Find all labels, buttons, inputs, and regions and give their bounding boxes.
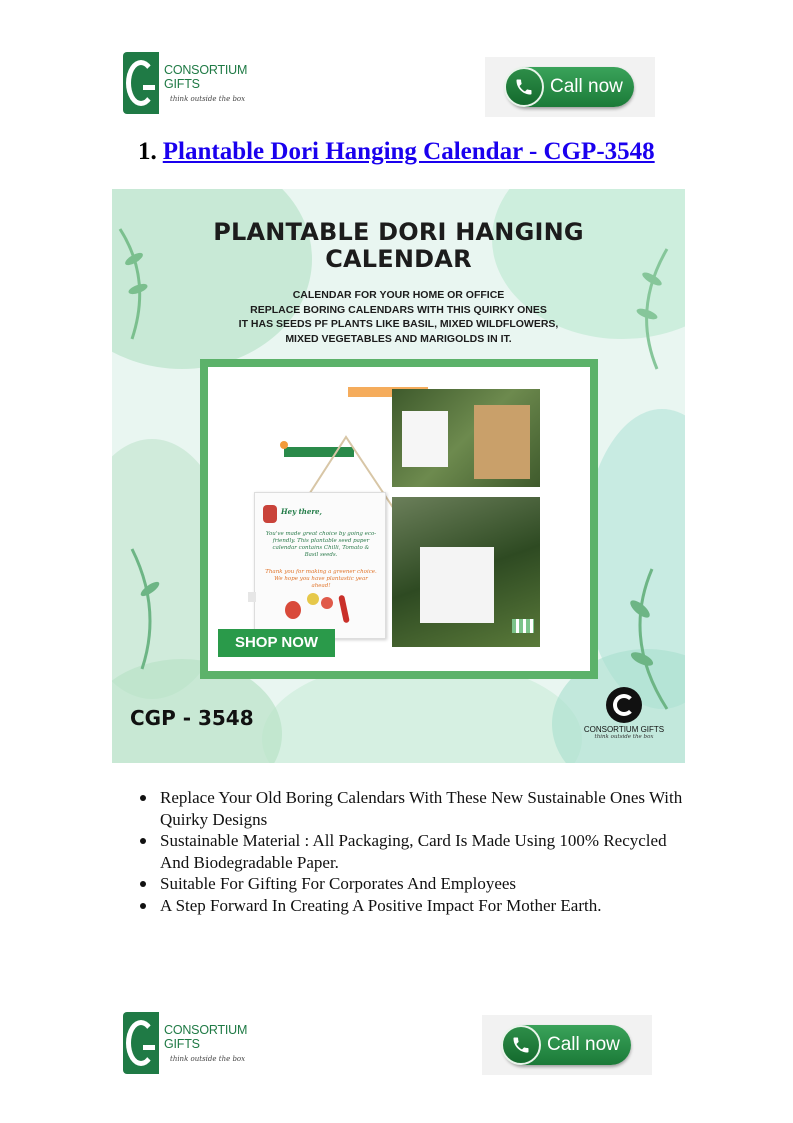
feature-list [138, 787, 698, 916]
call-now-label: Call now [547, 1034, 620, 1055]
logo-name: CONSORTIUM GIFTS [164, 63, 248, 91]
shop-now-button[interactable]: SHOP NOW [218, 629, 335, 657]
product-code: CGP - 3548 [130, 706, 254, 730]
list-item: A Step Forward In Creating A Positive Impact For Mother Earth. [138, 895, 698, 917]
call-now-label: Call now [550, 76, 623, 97]
list-item: Suitable For Gifting For Corporates And Employees [138, 873, 698, 895]
list-item: Sustainable Material : All Packaging, Card Is Made Using 100% Recycled And Biodegradable Paper. [138, 830, 698, 873]
banner-title: PLANTABLE DORI HANGING CALENDAR [213, 218, 584, 273]
banner-brand-logo: CONSORTIUM GIFTS think outside the box [579, 687, 669, 740]
product-photo-frame [200, 359, 598, 679]
footer-call-now-button[interactable] [482, 1015, 652, 1075]
phone-icon [504, 67, 544, 107]
photo-card-with-envelope [392, 389, 540, 487]
banner-subtitle: CALENDAR FOR YOUR HOME OR OFFICE REPLACE BORING CALENDARS WITH THIS QUIRKY ONES IT HAS SEEDS PF PLANTS LIKE BASIL, MIXED WILDFLOWERS, MIXED VEGETABLES AND MARIGOLDS IN IT. [238, 289, 559, 345]
phone-icon [501, 1025, 541, 1065]
calendar-card: Hey there, You've made great choice by going eco-friendly. This plantable seed paper calendar contains Chilli, Tomato & Basil seeds. Thank you for making a greener choice. We hope you have plantastic year ahead! [254, 492, 386, 639]
logo-name: CONSORTIUM GIFTS [164, 1023, 248, 1051]
logo-tagline: think outside the box [170, 95, 246, 103]
product-title-link[interactable]: Plantable Dori Hanging Calendar - CGP-3548 [162, 138, 655, 165]
footer-brand-logo [123, 1012, 258, 1074]
product-banner [112, 189, 685, 763]
logo-g-icon [123, 1012, 159, 1074]
brand-logo [123, 52, 258, 114]
logo-g-icon [606, 687, 642, 723]
logo-g-icon [123, 52, 159, 114]
call-now-button[interactable] [485, 57, 655, 117]
product-number: 1. [138, 138, 157, 165]
list-item: Replace Your Old Boring Calendars With These New Sustainable Ones With Quirky Designs [138, 787, 698, 830]
logo-tagline: think outside the box [170, 1055, 246, 1063]
product-heading [138, 138, 738, 166]
